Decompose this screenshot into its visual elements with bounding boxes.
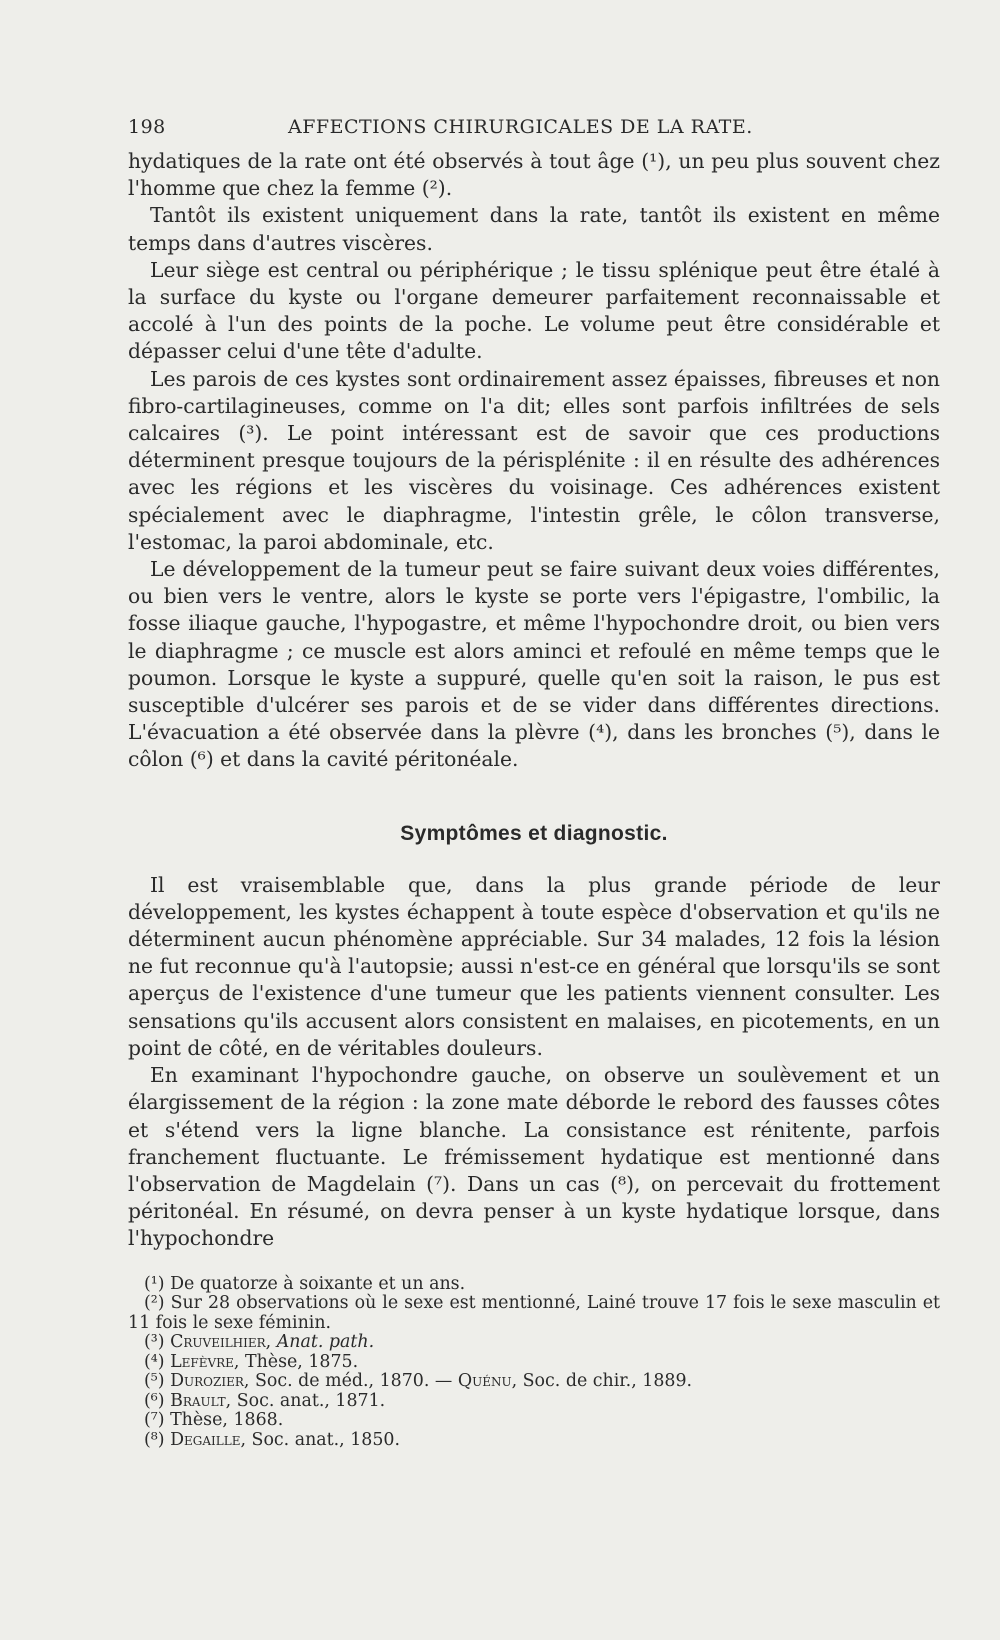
footnote-mark: (⁶)	[144, 1390, 165, 1411]
footnotes	[128, 1275, 940, 1451]
footnote-mark: (⁸)	[144, 1429, 165, 1450]
paragraph: Les parois de ces kystes sont ordinairement assez épaisses, fibreuses et non fibro-cartilagineuses, comme on l'a dit; elles sont parfois infiltrées de sels calcaires (³). Le point intéressant est de savoir que ces productions déterminent presque toujours de la périsplénite : il en résulte des adhérences avec les régions et les viscères du voisinage. Ces adhérences existent spécialement avec le diaphragme, l'intestin grêle, le côlon transverse, l'estomac, la paroi abdominale, etc.	[128, 366, 940, 554]
paragraph: En examinant l'hypochondre gauche, on observe un soulèvement et un élargissement de la région : la zone mate déborde le rebord des fausses côtes et s'étend vers la ligne blanche. La consistance est rénitente, parfois franchement fluctuante. Le frémissement hydatique est mentionné dans l'observation de Magdelain (⁷). Dans un cas (⁸), on percevait du frottement péritonéal. En résumé, on devra penser à un kyste hydatique lorsque, dans l'hypochondre	[128, 1063, 940, 1251]
footnote	[128, 1333, 940, 1353]
paragraph: Il est vraisemblable que, dans la plus grande période de leur développement, les kystes échappent à toute espèce d'observation et qu'ils ne déterminent aucun phénomène appréciable. Sur 34 malades, 12 fois la lésion ne fut reconnue qu'à l'autopsie; aussi n'est-ce en général que lorsqu'ils se sont aperçus de l'existence d'une tumeur que les patients viennent consulter. Les sensations qu'ils accusent alors consistent en malaises, en picotements, en un point de côté, en de véritables douleurs.	[128, 872, 940, 1060]
footnote	[128, 1275, 940, 1295]
footnote-author: Quénu,	[457, 1371, 518, 1392]
footnote-author: Lefèvre,	[170, 1351, 240, 1372]
footnote	[128, 1431, 940, 1451]
footnote-text: Thèse, 1875.	[245, 1351, 359, 1372]
footnote-text: Thèse, 1868.	[170, 1410, 284, 1431]
footnote-mark: (²)	[144, 1293, 165, 1314]
footnote-mark: (³)	[144, 1332, 165, 1353]
footnote-mark: (⁷)	[144, 1410, 165, 1431]
footnote-author: Cruveilhier,	[170, 1332, 272, 1353]
footnote-text: Soc. de chir., 1889.	[522, 1371, 693, 1392]
footnote	[128, 1353, 940, 1373]
page-number: 198	[128, 116, 166, 138]
paragraph: Leur siège est central ou périphérique ; le tissu splénique peut être étalé à la surface du kyste ou l'organe demeurer parfaitement reconnaissable et accolé à l'un des points de la poche. Le volume peut être considérable et dépasser celui d'une tête d'adulte.	[128, 257, 940, 364]
page-content	[128, 116, 940, 1450]
body-text	[128, 148, 940, 774]
footnote-author: Brault,	[170, 1390, 232, 1411]
footnote-mark: (⁴)	[144, 1351, 165, 1372]
footnote-text: Soc. anat., 1871.	[236, 1390, 386, 1411]
footnote-author: Durozier,	[170, 1371, 250, 1392]
paragraph: Tantôt ils existent uniquement dans la rate, tantôt ils existent en même temps dans d'autres viscères.	[128, 203, 940, 255]
footnote-text: Soc. de méd., 1870. —	[254, 1371, 453, 1392]
footnote	[128, 1294, 940, 1333]
paragraph: hydatiques de la rate ont été observés à tout âge (¹), un peu plus souvent chez l'homme que chez la femme (²).	[128, 149, 940, 201]
footnote-author: Degaille,	[170, 1429, 246, 1450]
running-title: AFFECTIONS CHIRURGICALES DE LA RATE.	[288, 116, 753, 138]
paragraph: Le développement de la tumeur peut se faire suivant deux voies différentes, ou bien vers le ventre, alors le kyste se porte vers l'épigastre, l'ombilic, la fosse iliaque gauche, l'hypogastre, et même l'hypochondre droit, ou bien vers le diaphragme ; ce muscle est alors aminci et refoulé en même temps que le poumon. Lorsque le kyste a suppuré, quelle qu'en soit la raison, le pus est susceptible d'ulcérer ses parois et de se vider dans différentes directions. L'évacuation a été observée dans la plèvre (⁴), dans les bronches (⁵), dans le côlon (⁶) et dans la cavité péritonéale.	[128, 557, 940, 772]
footnote-mark: (¹)	[144, 1273, 165, 1294]
footnote-text: Sur 28 observations où le sexe est mentionné, Lainé trouve 17 fois le sexe masculin et 11 fois le sexe féminin.	[128, 1293, 941, 1333]
footnote	[128, 1372, 940, 1392]
footnote-text: De quatorze à soixante et un ans.	[170, 1273, 466, 1294]
section-title: Symptômes et diagnostic.	[400, 821, 668, 845]
footnote	[128, 1411, 940, 1431]
footnote-text: Soc. anat., 1850.	[251, 1429, 401, 1450]
running-header	[128, 116, 940, 138]
footnote	[128, 1392, 940, 1412]
footnote-mark: (⁵)	[144, 1371, 165, 1392]
section-body-text	[128, 872, 940, 1253]
footnote-text: Anat. path.	[276, 1332, 375, 1353]
